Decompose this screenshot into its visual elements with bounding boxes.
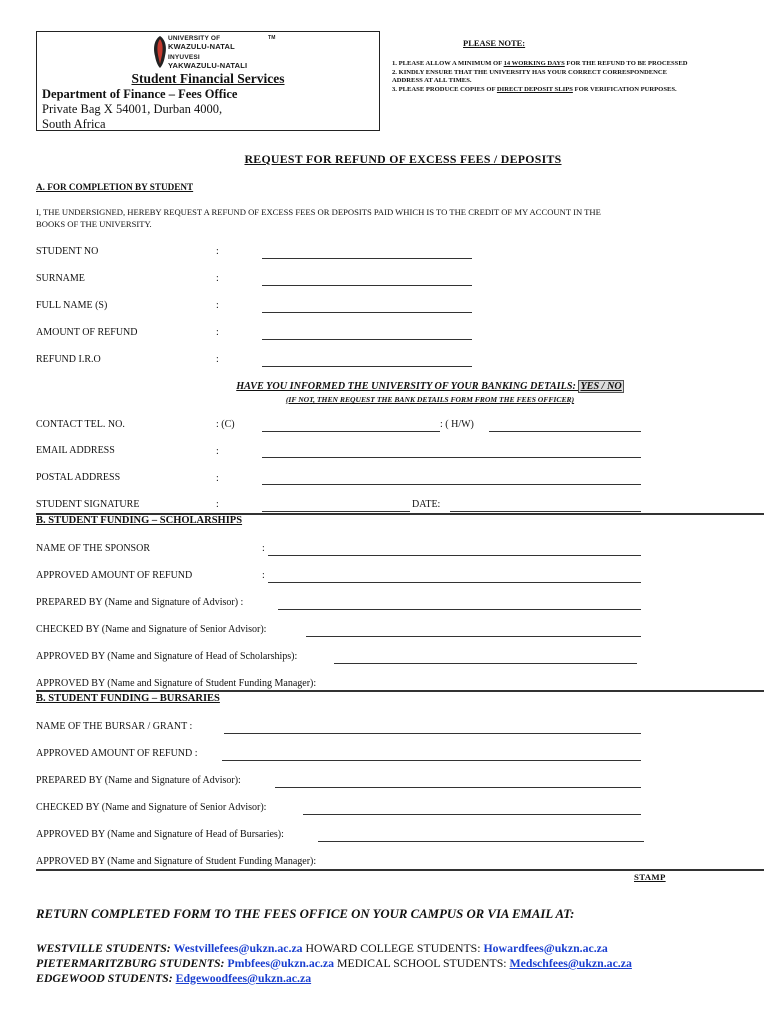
colon: :	[216, 246, 219, 257]
bursary-prepared-label: PREPARED BY (Name and Signature of Advisor):	[36, 775, 241, 786]
full-name-field[interactable]	[262, 312, 472, 313]
section-b-scholarships-heading: B. STUDENT FUNDING – SCHOLARSHIPS	[36, 515, 243, 526]
crest-icon	[152, 34, 168, 70]
scholarship-checked-field[interactable]	[306, 636, 641, 637]
date-field[interactable]	[450, 511, 641, 512]
howard-email-link[interactable]: Howardfees@ukzn.ac.za	[483, 941, 608, 955]
refund-iro-field[interactable]	[262, 366, 472, 367]
pmb-email-link[interactable]: Pmbfees@ukzn.ac.za	[227, 956, 335, 970]
bursar-label: NAME OF THE BURSAR / GRANT :	[36, 721, 193, 732]
scholarship-approved-field[interactable]	[334, 663, 637, 664]
colon: :	[216, 473, 219, 484]
contact-cell-field[interactable]	[262, 431, 440, 432]
bursary-approved-label: APPROVED BY (Name and Signature of Head of Bursaries):	[36, 829, 284, 840]
section-a-intro: I, THE UNDERSIGNED, HEREBY REQUEST A REFUND OF EXCESS FEES OR DEPOSITS PAID WHICH IS TO THE CREDIT OF MY ACCOUNT IN THE BOOKS OF THE UNIVERSITY.	[36, 207, 601, 229]
full-name-label: FULL NAME (S)	[36, 300, 108, 311]
student-no-field[interactable]	[262, 258, 472, 259]
please-note-list: 1. PLEASE ALLOW A MINIMUM OF 14 WORKING DAYS FOR THE REFUND TO BE PROCESSED 2. KINDLY ENSURE THAT THE UNIVERSITY HAS YOUR CORRECT CORRESPONDENCE ADDRESS AT ALL TIMES. 3. PLEASE PRODUCE COPIES OF DIRECT DEPOSIT SLIPS FOR VERIFICATION PURPOSES.	[392, 60, 688, 93]
sponsor-field[interactable]	[268, 555, 641, 556]
bursary-amount-label: APPROVED AMOUNT OF REFUND :	[36, 748, 198, 759]
email-line-2: PIETERMARITZBURG STUDENTS: Pmbfees@ukzn.ac.za MEDICAL SCHOOL STUDENTS: Medschfees@ukzn.ac.za	[36, 956, 632, 970]
bursary-amount-field[interactable]	[222, 760, 641, 761]
contact-hw-field[interactable]	[489, 431, 641, 432]
scholarship-prepared-label: PREPARED BY (Name and Signature of Advisor) :	[36, 597, 244, 608]
signature-field[interactable]	[262, 511, 410, 512]
banking-question: HAVE YOU INFORMED THE UNIVERSITY OF YOUR BANKING DETAILS: YES / NO	[236, 381, 622, 392]
contact-label: CONTACT TEL. NO.	[36, 419, 125, 430]
signature-label: STUDENT SIGNATURE	[36, 499, 140, 510]
bursary-prepared-field[interactable]	[275, 787, 641, 788]
refund-iro-label: REFUND I.R.O	[36, 354, 101, 365]
colon: :	[216, 446, 219, 457]
scholarship-checked-label: CHECKED BY (Name and Signature of Senior Advisor):	[36, 624, 267, 635]
bursar-field[interactable]	[224, 733, 641, 734]
section-b-bursaries-heading: B. STUDENT FUNDING – BURSARIES	[36, 693, 220, 704]
please-note-title: PLEASE NOTE:	[463, 38, 526, 48]
date-label: DATE:	[412, 499, 441, 510]
section-a-heading: A. FOR COMPLETION BY STUDENT	[36, 182, 194, 192]
amount-label: AMOUNT OF REFUND	[36, 327, 138, 338]
bursary-approved-field[interactable]	[318, 841, 644, 842]
section-divider	[36, 690, 764, 692]
email-label: EMAIL ADDRESS	[36, 445, 115, 456]
bursary-manager-label: APPROVED BY (Name and Signature of Student Funding Manager):	[36, 856, 317, 867]
logo-wordmark: UNIVERSITY OF KWAZULU-NATAL INYUVESI YAKWAZULU-NATALI TM	[168, 35, 276, 70]
postal-field[interactable]	[262, 484, 641, 485]
colon: :	[216, 273, 219, 284]
pmb-label: PIETERMARITZBURG STUDENTS	[36, 956, 221, 970]
email-line-1	[36, 941, 608, 957]
student-no-label: STUDENT NO	[36, 246, 99, 257]
medical-email-link[interactable]: Medschfees@ukzn.ac.za	[509, 956, 632, 970]
section-divider	[36, 869, 764, 871]
contact-hw-label: : ( H/W)	[440, 419, 474, 430]
contact-cell-label: : (C)	[216, 419, 235, 430]
colon: :	[216, 499, 219, 510]
bursary-checked-label: CHECKED BY (Name and Signature of Senior Advisor):	[36, 802, 267, 813]
surname-label: SURNAME	[36, 273, 85, 284]
banking-note: (IF NOT, THEN REQUEST THE BANK DETAILS FORM FROM THE FEES OFFICER)	[285, 395, 575, 404]
scholarship-approved-label: APPROVED BY (Name and Signature of Head of Scholarships):	[36, 651, 298, 662]
scholarship-amount-label: APPROVED AMOUNT OF REFUND	[36, 570, 193, 581]
department-name: Department of Finance – Fees Office	[42, 87, 238, 101]
return-instructions: RETURN COMPLETED FORM TO THE FEES OFFICE ON YOUR CAMPUS OR VIA EMAIL AT:	[36, 907, 575, 921]
yes-no-option[interactable]: YES / NO	[580, 381, 622, 392]
stamp-label: STAMP	[634, 872, 666, 882]
colon: :	[216, 327, 219, 338]
surname-field[interactable]	[262, 285, 472, 286]
email-line-3	[36, 971, 311, 987]
howard-label: HOWARD COLLEGE STUDENTS:	[305, 941, 481, 955]
colon: :	[216, 300, 219, 311]
colon: :	[262, 543, 265, 554]
edgewood-label: EDGEWOOD STUDENTS:	[36, 971, 173, 985]
email-field[interactable]	[262, 457, 641, 458]
office-title: Student Financial Services	[131, 71, 285, 86]
edgewood-email-link[interactable]: Edgewoodfees@ukzn.ac.za	[175, 971, 312, 985]
medical-label: MEDICAL SCHOOL STUDENTS:	[337, 956, 507, 970]
scholarship-manager-label: APPROVED BY (Name and Signature of Student Funding Manager):	[36, 678, 317, 689]
westville-email-link[interactable]: Westvillefees@ukzn.ac.za	[173, 941, 303, 955]
scholarship-prepared-field[interactable]	[278, 609, 641, 610]
colon: :	[216, 354, 219, 365]
sponsor-label: NAME OF THE SPONSOR	[36, 543, 151, 554]
form-title: REQUEST FOR REFUND OF EXCESS FEES / DEPOSITS	[244, 152, 562, 166]
postal-address-block: Private Bag X 54001, Durban 4000, South Africa	[42, 102, 223, 131]
scholarship-amount-field[interactable]	[268, 582, 641, 583]
westville-label: WESTVILLE STUDENTS:	[36, 941, 171, 955]
university-logo	[152, 34, 292, 74]
postal-label: POSTAL ADDRESS	[36, 472, 121, 483]
bursary-checked-field[interactable]	[303, 814, 641, 815]
amount-field[interactable]	[262, 339, 472, 340]
colon: :	[262, 570, 265, 581]
